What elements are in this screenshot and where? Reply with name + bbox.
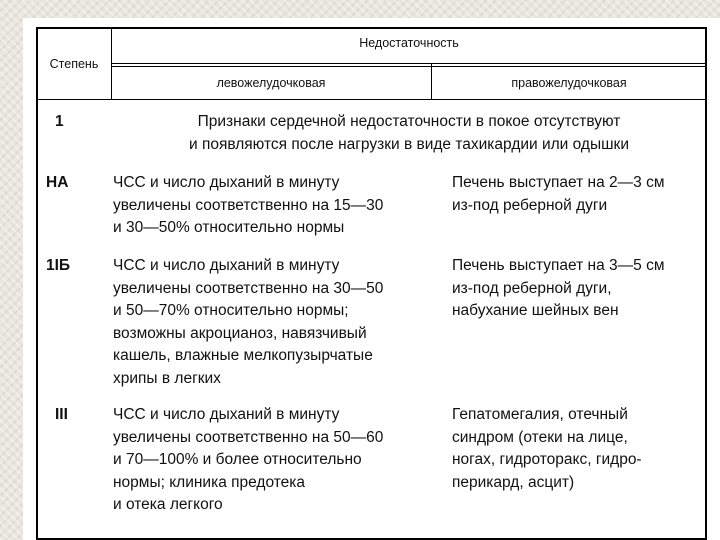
header-subgroup-line xyxy=(111,63,707,64)
degree-label-2b: 1IБ xyxy=(46,257,71,274)
row1-merged-text: Признаки сердечной недостаточности в покое отсутствуют и появляются после нагрузки в виде тахикардии или одышки xyxy=(188,113,629,153)
document-page xyxy=(23,18,720,540)
degree-column-header: Степень xyxy=(49,57,99,71)
right-ventricular-header: правожелудочковая xyxy=(511,76,627,90)
heart-failure-table xyxy=(36,27,707,540)
row4-left-text: ЧСС и число дыханий в минуту увеличены соответственно на 50—60 и 70—100% и более относительно нормы; клиника предотека и отека легкого xyxy=(113,406,384,514)
insufficiency-group-header: Недостаточность xyxy=(359,36,459,50)
left-ventricular-header: левожелудочковая xyxy=(216,76,326,90)
header-bottom-line xyxy=(36,99,707,100)
row2-right-text: Печень выступает на 2—3 см из-под реберной дуги xyxy=(452,174,665,214)
table-border-top xyxy=(36,27,707,29)
row4-right-text: Гепатомегалия, отечный синдром (отеки на лице, ногах, гидроторакс, гидро- перикард, асцит) xyxy=(452,406,642,491)
row2-left-text: ЧСС и число дыханий в минуту увеличены соответственно на 15—30 и 30—50% относительно нормы xyxy=(113,174,384,237)
degree-label-2a: НА xyxy=(46,174,69,191)
header-subgroup-line-2 xyxy=(111,66,707,67)
row3-right-text: Печень выступает на 3—5 см из-под реберной дуги, набухание шейных вен xyxy=(452,257,665,320)
degree-label-1: 1 xyxy=(55,113,64,130)
degree-label-3: III xyxy=(55,406,68,423)
row3-left-text: ЧСС и число дыханий в минуту увеличены соответственно на 30—50 и 50—70% относительно нормы; возможны акроцианоз, навязчивый кашель, влажные мелкопузырчатые хрипы в легких xyxy=(113,257,384,387)
table-border-left xyxy=(36,27,38,540)
